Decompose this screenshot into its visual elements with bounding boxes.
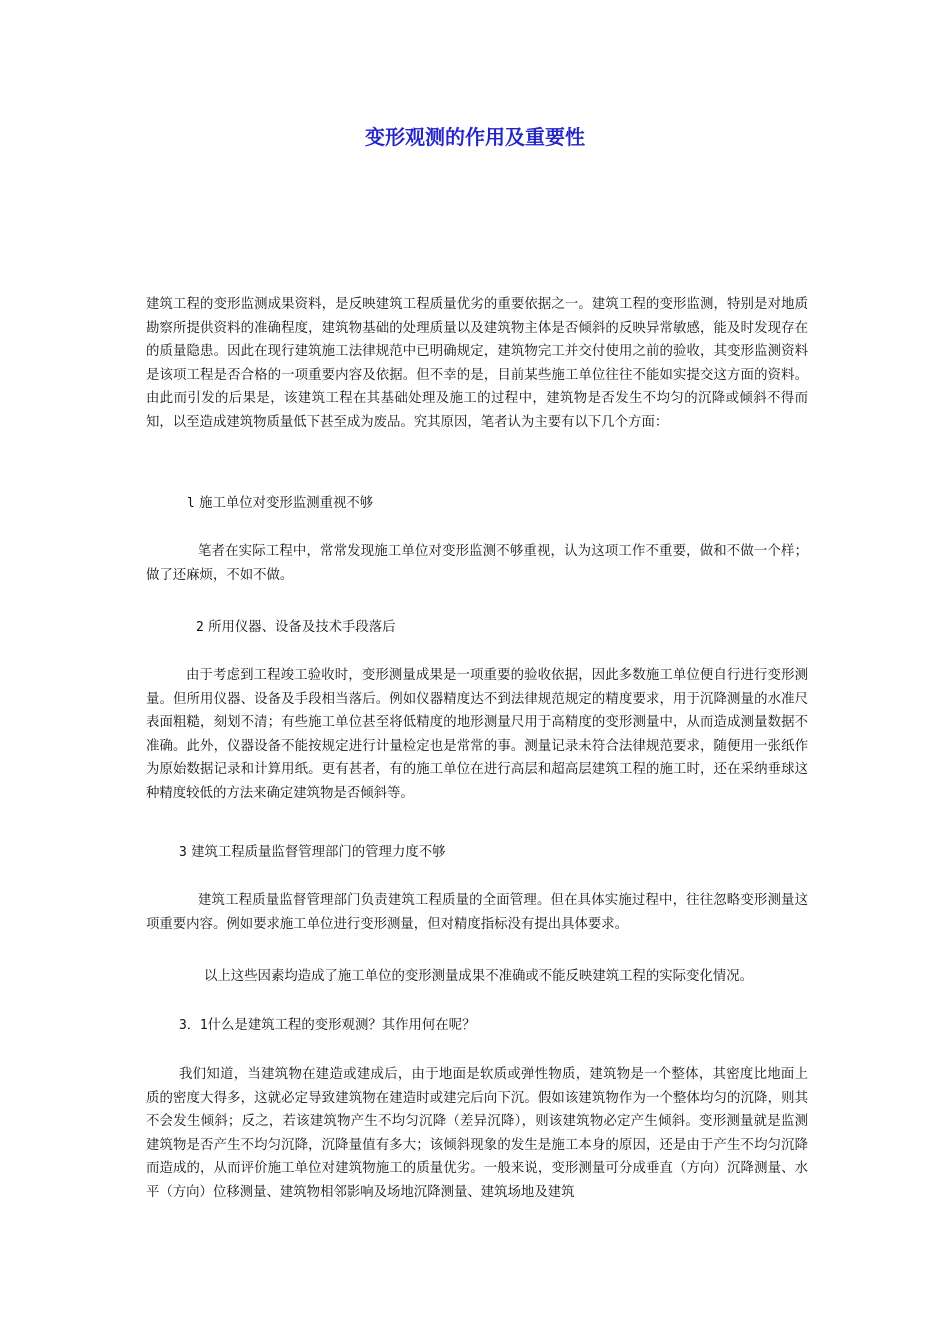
section-3-1-title: 什么是建筑工程的变形观测？其作用何在呢？ (207, 1018, 476, 1033)
section-3-number: 3 (179, 845, 187, 860)
section-1-body: 笔者在实际工程中，常常发现施工单位对变形监测不够重视，认为这项工作不重要，做和不做一个样；做了还麻烦，不如不做。 (146, 544, 808, 583)
section-1-heading (187, 492, 373, 515)
intro-paragraph: 建筑工程的变形监测成果资料，是反映建筑工程质量优劣的重要依据之一。建筑工程的变形监测，特别是对地质勘察所提供资料的准确程度，建筑物基础的处理质量以及建筑物主体是否倾斜的反映异常敏感，能及时发现存在的质量隐患。因此在现行建筑施工法律规范中已明确规定，建筑物完工并交付使用之前的验收，其变形监测资料是该项工程是否合格的一项重要内容及依据。但不幸的是，目前某些施工单位往往不能如实提交这方面的资料。由此而引发的后果是，该建筑工程在其基础处理及施工的过程中，建筑物是否发生不均匀的沉降或倾斜不得而知，以至造成建筑物质量低下甚至成为废品。究其原因，笔者认为主要有以下几个方面： (146, 297, 808, 430)
section-3-body: 建筑工程质量监督管理部门负责建筑工程质量的全面管理。但在具体实施过程中，往往忽略变形测量这项重要内容。例如要求施工单位进行变形测量，但对精度指标没有提出具体要求。 (146, 893, 808, 932)
section-2-title: 所用仪器、设备及技术手段落后 (208, 620, 396, 635)
summary-paragraph: 以上这些因素均造成了施工单位的变形测量成果不准确或不能反映建筑工程的实际变化情况。 (204, 969, 754, 984)
section-2-number: 2 (196, 620, 204, 635)
section-1-title: 施工单位对变形监测重视不够 (199, 496, 374, 511)
section-3-1-heading (179, 1014, 475, 1037)
section-1-number: l (187, 496, 195, 511)
section-2-heading (196, 616, 396, 639)
section-2-body: 由于考虑到工程竣工验收时，变形测量成果是一项重要的验收依据，因此多数施工单位便自行进行变形测量。但所用仪器、设备及手段相当落后。例如仪器精度达不到法律规范规定的精度要求，用于沉降测量的水准尺表面粗糙，刻划不清；有些施工单位甚至将低精度的地形测量尺用于高精度的变形测量中，从而造成测量数据不准确。此外，仪器设备不能按规定进行计量检定也是常常的事。测量记录未符合法律规范要求，随便用一张纸作为原始数据记录和计算用纸。更有甚者，有的施工单位在进行高层和超高层建筑工程的施工时，还在采纳垂球这种精度较低的方法来确定建筑物是否倾斜等。 (146, 668, 808, 801)
document-title: 变形观测的作用及重要性 (365, 125, 585, 149)
section-3-title: 建筑工程质量监督管理部门的管理力度不够 (191, 845, 446, 860)
section-3-1-number: 3．1 (179, 1018, 208, 1033)
section-3-heading (179, 841, 446, 864)
section-3-1-body: 我们知道，当建筑物在建造或建成后，由于地面是软质或弹性物质，建筑物是一个整体，其密度比地面上质的密度大得多，这就必定导致建筑物在建造时或建完后向下沉。假如该建筑物作为一个整体均匀的沉降，则其不会发生倾斜；反之，若该建筑物产生不均匀沉降（差异沉降），则该建筑物必定产生倾斜。变形测量就是监测建筑物是否产生不均匀沉降，沉降量值有多大；该倾斜现象的发生是施工本身的原因，还是由于产生不均匀沉降而造成的，从而评价施工单位对建筑物施工的质量优劣。一般来说，变形测量可分成垂直（方向）沉降测量、水平（方向）位移测量、建筑物相邻影响及场地沉降测量、建筑场地及建筑 (146, 1067, 808, 1200)
